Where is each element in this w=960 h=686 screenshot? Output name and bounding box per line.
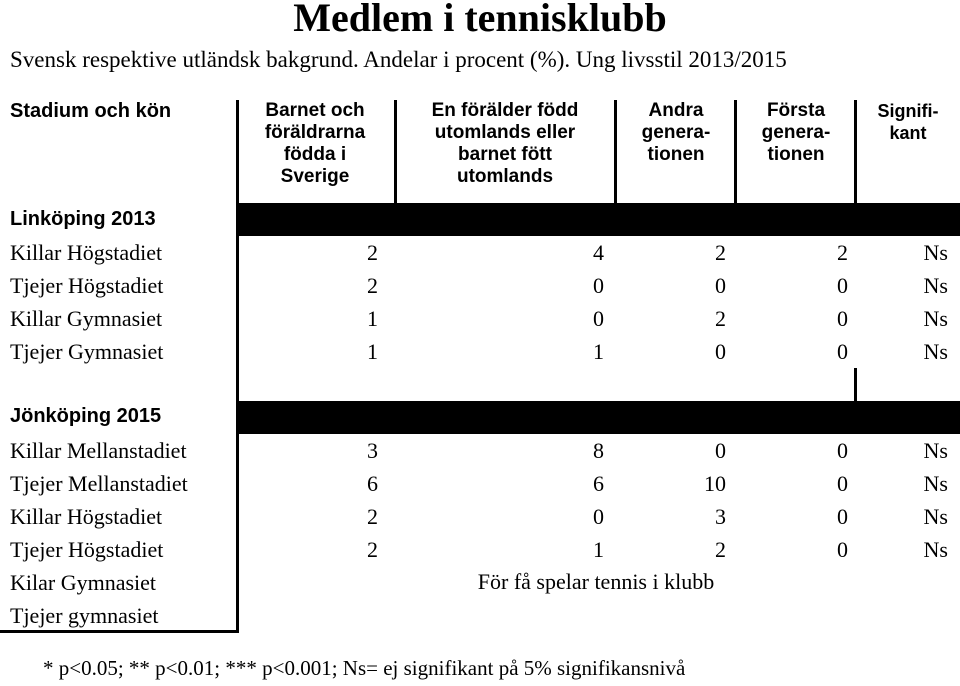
table-cell: 3	[715, 504, 726, 529]
table-cell: 0	[837, 537, 848, 562]
table-cell: 10	[704, 471, 726, 496]
row-label: Killar Högstadiet	[10, 240, 163, 265]
table-cell: Ns	[923, 273, 948, 298]
col-divider	[614, 100, 617, 204]
table-cell: 6	[367, 471, 378, 496]
page-title: Medlem i tennisklubb	[293, 0, 667, 40]
row-label: Tjejer gymnasiet	[10, 603, 159, 628]
header-col2: En förälder född utomlands eller barnet fött utomlands	[431, 100, 579, 187]
header-stadium: Stadium och kön	[10, 100, 172, 122]
header-col5: Signifi- kant	[877, 101, 939, 143]
group-title: Linköping 2013	[10, 208, 156, 230]
table-cell: 0	[837, 438, 848, 463]
table-cell: 0	[837, 471, 848, 496]
table-cell: 2	[837, 240, 848, 265]
table-cell: 3	[367, 438, 378, 463]
table-cell: 4	[593, 240, 604, 265]
header-col4: Första genera- tionen	[761, 100, 831, 165]
row-label: Killar Mellanstadiet	[10, 438, 187, 463]
row-label: Tjejer Gymnasiet	[10, 339, 164, 364]
merged-note: För få spelar tennis i klubb	[477, 569, 715, 594]
table-cell: 2	[715, 537, 726, 562]
row-label: Tjejer Högstadiet	[10, 537, 164, 562]
row-label: Tjejer Mellanstadiet	[10, 471, 188, 496]
table-cell: 2	[715, 306, 726, 331]
table-cell: Ns	[923, 339, 948, 364]
table-cell: 0	[837, 504, 848, 529]
group-bar	[236, 401, 960, 434]
table-cell: 0	[837, 306, 848, 331]
row-label: Killar Gymnasiet	[10, 306, 163, 331]
table-cell: 0	[837, 273, 848, 298]
col-divider	[734, 100, 737, 204]
page-subtitle: Svensk respektive utländsk bakgrund. Andelar i procent (%). Ung livsstil 2013/2015	[10, 47, 787, 72]
table-cell: 1	[593, 339, 604, 364]
table-cell: 2	[367, 537, 378, 562]
table-cell: 6	[593, 471, 604, 496]
row-label: Killar Högstadiet	[10, 504, 163, 529]
table-cell: 0	[593, 504, 604, 529]
col-divider	[236, 100, 239, 204]
table-cell: 2	[715, 240, 726, 265]
table-cell: Ns	[923, 438, 948, 463]
table-left-border	[236, 434, 239, 632]
table-cell: 2	[367, 273, 378, 298]
table-cell: 1	[367, 306, 378, 331]
header-col1: Barnet och föräldrarna födda i Sverige	[264, 100, 366, 187]
table-cell: 0	[715, 273, 726, 298]
col-divider	[394, 100, 397, 204]
table-cell: 2	[367, 504, 378, 529]
row-label: Tjejer Högstadiet	[10, 273, 164, 298]
table-cell: 8	[593, 438, 604, 463]
table-cell: Ns	[923, 537, 948, 562]
table-cell: Ns	[923, 471, 948, 496]
table-cell: 1	[593, 537, 604, 562]
table-cell: 2	[367, 240, 378, 265]
header-col3: Andra genera- tionen	[641, 100, 711, 165]
table-cell: 0	[837, 339, 848, 364]
table-cell: Ns	[923, 240, 948, 265]
col-divider	[854, 100, 857, 204]
table-cell: 1	[367, 339, 378, 364]
table-cell: 0	[593, 273, 604, 298]
table-cell: 0	[593, 306, 604, 331]
table-cell: Ns	[923, 306, 948, 331]
footnote: * p<0.05; ** p<0.01; *** p<0.001; Ns= ej signifikant på 5% signifikansnivå	[43, 656, 686, 680]
table-cell: Ns	[923, 504, 948, 529]
table-cell: 0	[715, 339, 726, 364]
group-bar	[236, 203, 960, 236]
row-label: Kilar Gymnasiet	[10, 570, 157, 595]
col-divider	[854, 368, 857, 401]
group-title: Jönköping 2015	[10, 405, 162, 427]
table-cell: 0	[715, 438, 726, 463]
